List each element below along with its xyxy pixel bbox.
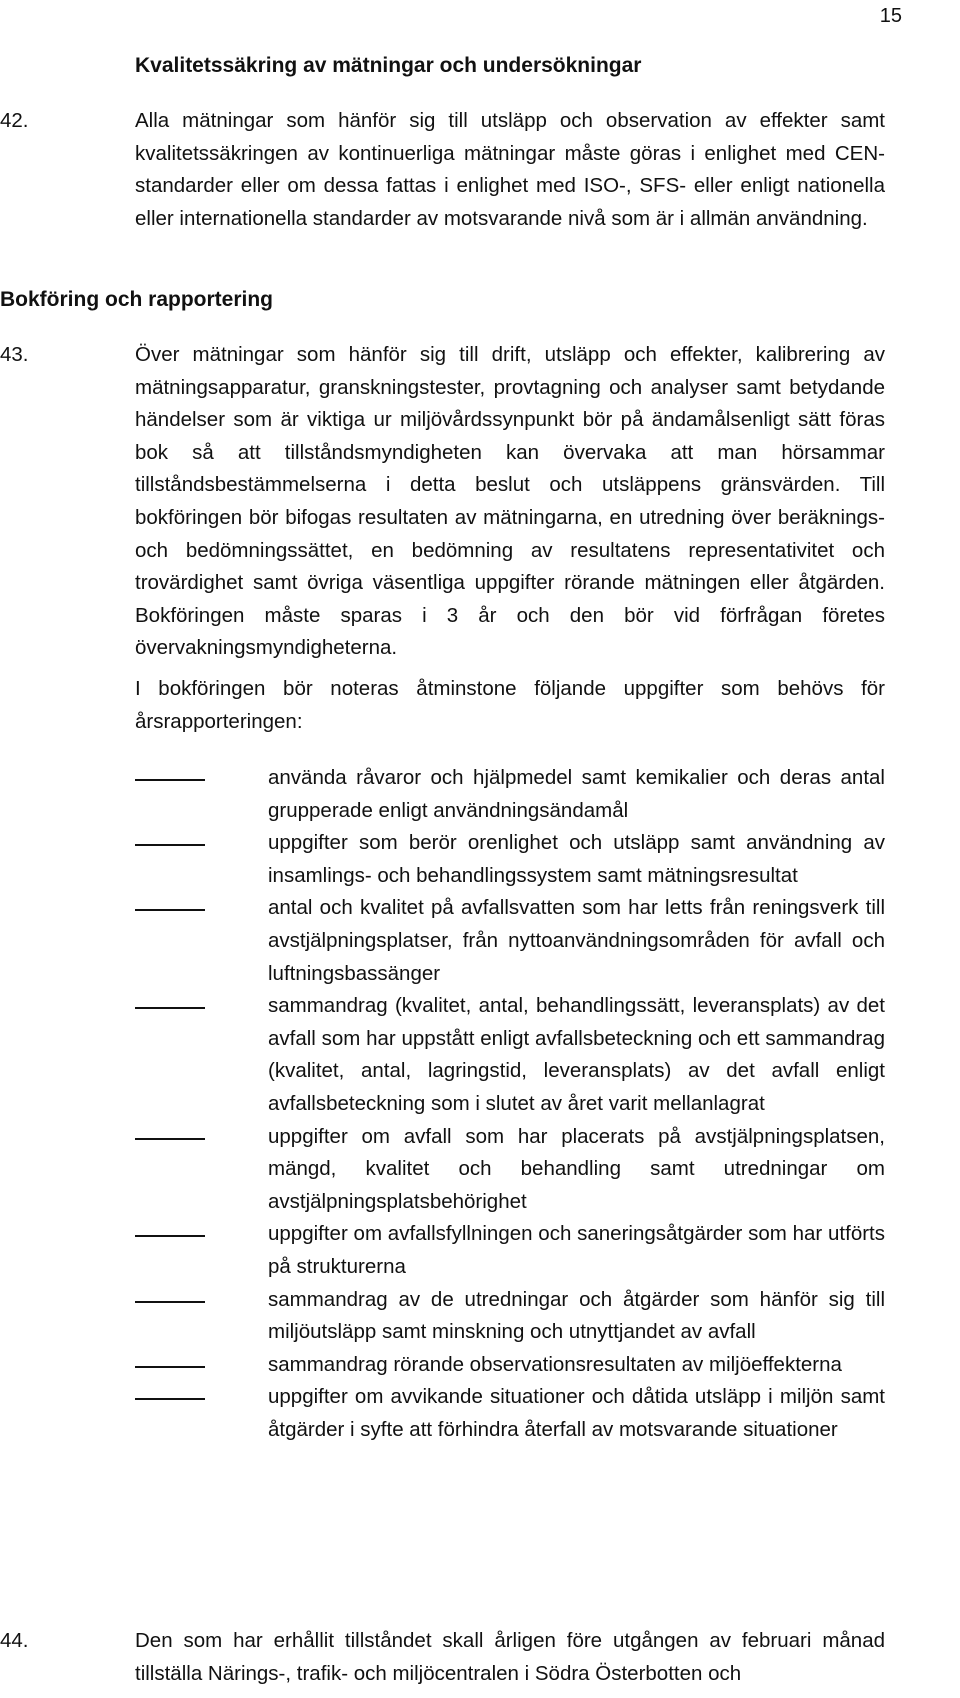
dash-bullet (135, 1007, 205, 1009)
dash-bullet (135, 1235, 205, 1237)
paragraph-43: Över mätningar som hänför sig till drift, utsläpp och effekter, kalibrering av mätningsapparatur, granskningstester, provtagning och analyser samt betydande händelser som är viktiga ur miljövårdssynpunkt bör på ändamålsenligt sätt föras bok så att tillståndsmyndigheten kan övervaka att man hörsammar tillståndsbestämmelserna i detta beslut och utsläppens gränsvärden. Till bokföringen bör bifogas resultaten av mätningarna, en utredning över beräknings- och bedömningssättet, en bedömning av resultatens representativitet och trovärdighet samt övriga väsentliga uppgifter rörande mätningen eller åtgärden. Bokföringen måste sparas i 3 år och den bör vid förfrågan företes övervakningsmyndigheterna. (135, 343, 885, 660)
list-item (0, 1349, 960, 1382)
list-item-text: uppgifter om avfall som har placerats på avstjälpningsplatsen, mängd, kvalitet och behandling samt utredningar om avstjälpningsplatsbehörighet (268, 1124, 885, 1213)
list-item (0, 892, 960, 990)
dash-bullet (135, 779, 205, 781)
dash-bullet (135, 909, 205, 911)
list-item (0, 1218, 960, 1283)
paragraph-44: Den som har erhållit tillståndet skall årligen före utgången av februari månad tillställa Närings-, trafik- och miljöcentralen i Södra Österbotten och (135, 1629, 885, 1685)
list-item (0, 1121, 960, 1219)
list-item-text: sammandrag rörande observationsresultaten av miljöeffekterna (268, 1352, 842, 1376)
paragraph-number-43: 43. (0, 343, 29, 366)
list-item-text: uppgifter som berör orenlighet och utsläpp samt användning av insamlings- och behandlingssystem samt mätningsresultat (268, 831, 885, 887)
report-items-list (0, 762, 960, 1446)
list-item-text: uppgifter om avfallsfyllningen och saneringsåtgärder som har utförts på strukturerna (268, 1222, 885, 1278)
section-heading-quality-assurance: Kvalitetssäkring av mätningar och undersökningar (135, 54, 642, 77)
list-item (0, 990, 960, 1120)
list-item (0, 1284, 960, 1349)
list-item (0, 762, 960, 827)
paragraph-number-44: 44. (0, 1629, 29, 1652)
list-item-text: sammandrag av de utredningar och åtgärder som hänför sig till miljöutsläpp samt minskning och utnyttjandet av avfall (268, 1287, 885, 1344)
page-number: 15 (879, 5, 902, 27)
paragraph-number-42: 42. (0, 109, 29, 132)
dash-bullet (135, 1366, 205, 1368)
list-item (0, 827, 960, 892)
list-item-text: antal och kvalitet på avfallsvatten som har letts från reningsverk till avstjälpningsplatser, från nyttoanvändningsområden för avfall och luftningsbassänger (268, 896, 885, 985)
list-item-text: använda råvaror och hjälpmedel samt kemikalier och deras antal grupperade enligt användningsändamål (268, 766, 885, 822)
section-heading-bookkeeping: Bokföring och rapportering (0, 288, 273, 311)
list-item-text: uppgifter om avvikande situationer och dåtida utsläpp i miljön samt åtgärder i syfte att förhindra återfall av motsvarande situationer (268, 1385, 885, 1441)
dash-bullet (135, 1138, 205, 1140)
list-item-text: sammandrag (kvalitet, antal, behandlingssätt, leveransplats) av det avfall som har uppstått enligt avfallsbeteckning och ett sammandrag (kvalitet, antal, lagringstid, leveransplats) av det avfall enligt avfallsbeteckning som i slutet av året varit mellanlagrat (268, 994, 885, 1115)
dash-bullet (135, 1398, 205, 1400)
dash-bullet (135, 844, 205, 846)
list-item (0, 1381, 960, 1446)
paragraph-42: Alla mätningar som hänför sig till utsläpp och observation av effekter samt kvalitetssäkringen av kontinuerliga mätningar måste göras i enlighet med CEN-standarder eller om dessa fattas i enlighet med ISO-, SFS- eller enligt nationella eller internationella standarder av motsvarande nivå som är i allmän användning. (135, 109, 885, 230)
list-intro: I bokföringen bör noteras åtminstone följande uppgifter som behövs för årsrapporteringen: (135, 677, 885, 733)
dash-bullet (135, 1301, 205, 1303)
